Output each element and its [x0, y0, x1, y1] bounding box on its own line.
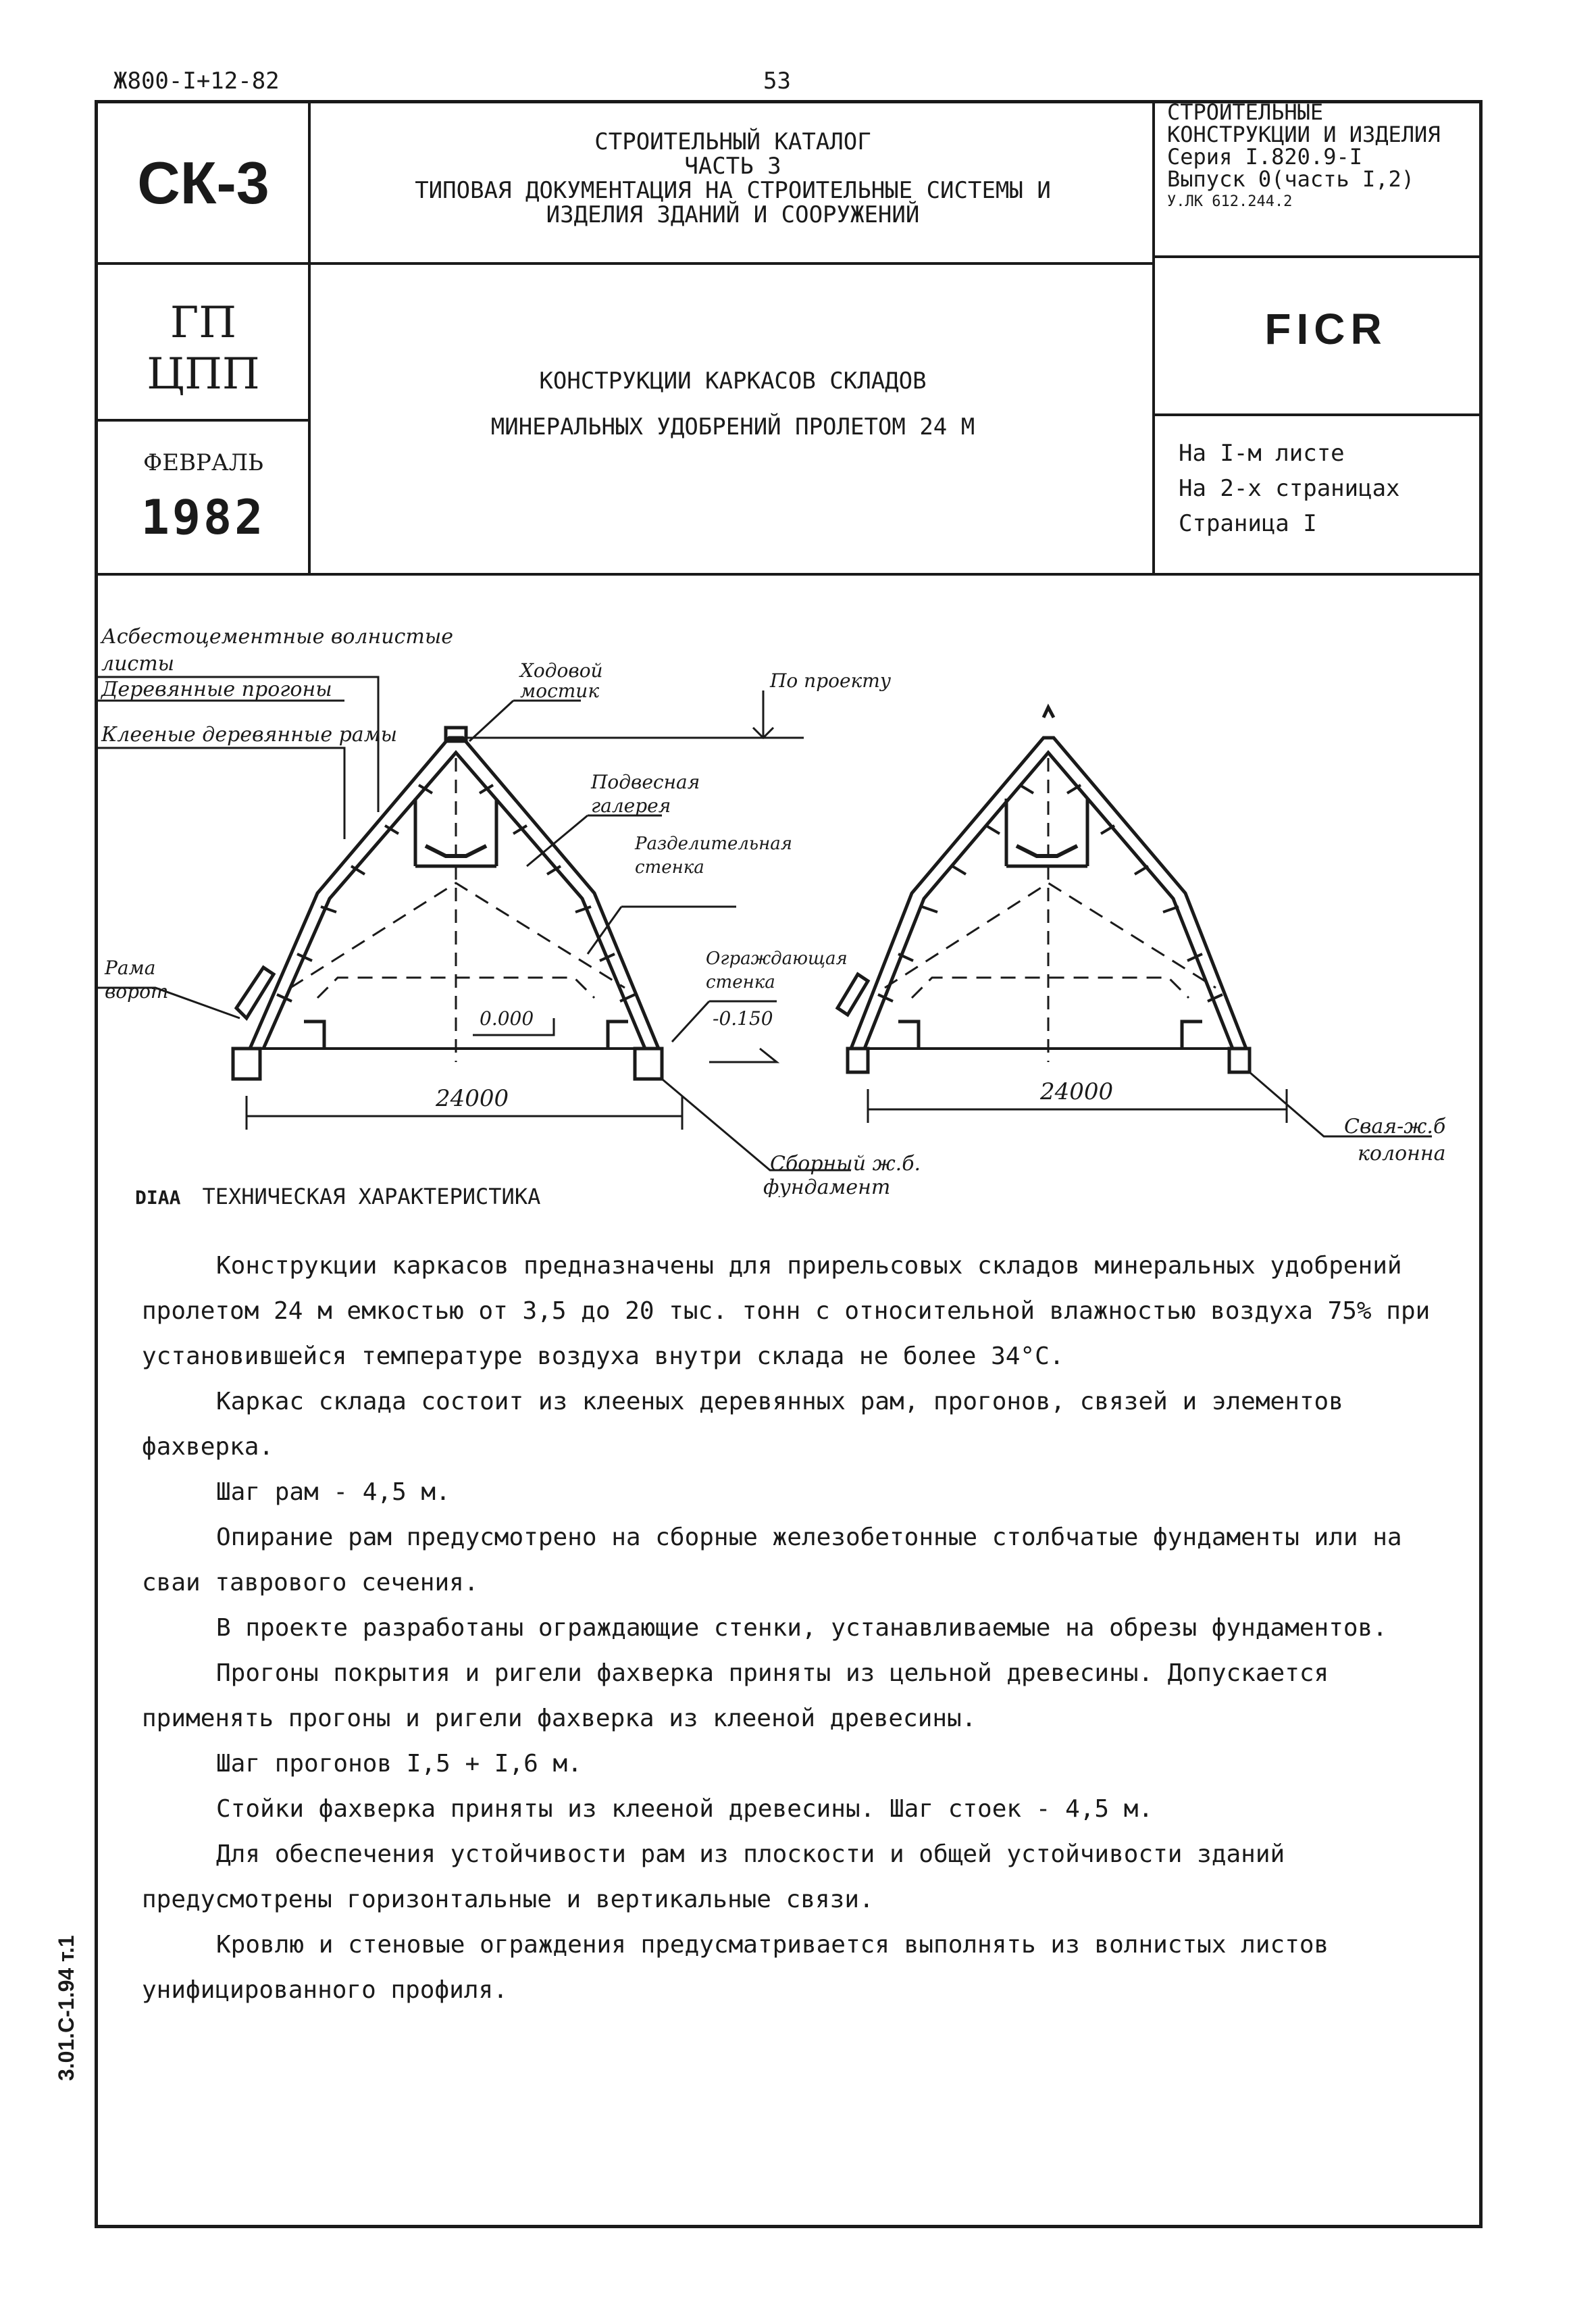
- label-gallery-1: Подвесная: [591, 771, 700, 793]
- tech-paragraph: Шаг прогонов I,5 + I,6 м.: [216, 1750, 582, 1778]
- series-line: КОНСТРУКЦИИ И ИЗДЕЛИЯ: [1167, 122, 1441, 147]
- label-walkway-1: Ходовой: [520, 659, 603, 682]
- label-gate-2: ворот: [105, 980, 169, 1003]
- divider: [1155, 255, 1483, 258]
- label-pile-2: колонна: [1358, 1142, 1446, 1165]
- label-pile-1: Свая-ж.б: [1344, 1115, 1446, 1138]
- catalog-line: ТИПОВАЯ ДОКУМЕНТАЦИЯ НА СТРОИТЕЛЬНЫЕ СИСТЕМЫ И: [415, 177, 1051, 204]
- series-block: [1167, 101, 1485, 213]
- label-purlins: Деревянные прогоны: [101, 678, 332, 701]
- left-divider-walls: [304, 1022, 628, 1049]
- label-asbestos: Асбестоцементные волнистые: [101, 625, 454, 649]
- sheet-info-line: На 2-х страницах: [1179, 475, 1400, 502]
- right-gallery-conveyor: [1016, 846, 1077, 856]
- right-gate-frame: [838, 974, 868, 1015]
- organization-label: [99, 297, 308, 400]
- label-span-left: 24000: [436, 1085, 509, 1112]
- catalog-line: ИЗДЕЛИЯ ЗДАНИЙ И СООРУЖЕНИЙ: [546, 201, 920, 228]
- tech-paragraph: Каркас склада состоит из клееных деревянных рам, прогонов, связей и элементов фахверка.: [142, 1388, 1343, 1461]
- divider: [95, 262, 1155, 265]
- sheet-info-line: На I-м листе: [1179, 440, 1345, 467]
- label-foundation-1: Сборный ж.б.: [770, 1152, 921, 1176]
- label-gate-1: Рама: [105, 957, 156, 979]
- right-divider-walls: [898, 1022, 1202, 1049]
- sheet-info: [1179, 436, 1400, 541]
- left-foundations: [233, 1049, 662, 1079]
- divider: [95, 419, 311, 422]
- label-divider-2: стенка: [635, 857, 704, 878]
- label-sheets: листы: [101, 652, 175, 676]
- catalog-title: [311, 130, 1155, 227]
- per-project-leader: [463, 690, 804, 738]
- issue-month: ФЕВРАЛЬ: [143, 449, 263, 476]
- classification-code: FICR: [1264, 305, 1387, 353]
- right-ridge: [1044, 707, 1054, 718]
- material-leaders: [95, 677, 378, 839]
- tech-paragraph: Кровлю и стеновые ограждения предусматривается выполнять из волнистых листов унифицированного профиля.: [142, 1931, 1329, 2004]
- series-line: У.ЛК 612.244.2: [1167, 193, 1293, 210]
- label-gallery-2: галерея: [591, 795, 671, 817]
- title-line: КОНСТРУКЦИИ КАРКАСОВ СКЛАДОВ: [539, 368, 927, 395]
- tech-paragraph: Шаг рам - 4,5 м.: [216, 1478, 451, 1506]
- label-divider-1: Разделительная: [635, 834, 792, 854]
- catalog-section-label: СК-3: [137, 149, 269, 216]
- label-per-project: По проекту: [770, 670, 892, 692]
- sheet-info-line: Страница I: [1179, 510, 1317, 537]
- tech-heading: [135, 1184, 540, 1209]
- warehouse-cross-section-drawing: [95, 576, 1483, 1197]
- label-walkway-2: мостик: [520, 680, 600, 702]
- label-level-neg: -0.150: [713, 1007, 773, 1030]
- tech-paragraph: Конструкции каркасов предназначены для прирельсовых складов минеральных удобрений пролетом 24 м емкостью от 3,5 до 20 тыс. тонн с относительной влажностью воздуха 75% при установившейся температуре воздуха внутри склада не более 34°С.: [142, 1252, 1431, 1370]
- divider: [1155, 413, 1483, 416]
- document-title: [311, 358, 1155, 450]
- side-stamp: 3.01.С-1.94 т.1: [54, 1935, 78, 2081]
- tech-paragraph: Прогоны покрытия и ригели фахверка приняты из цельной древесины. Допускается применять прогоны и ригели фахверка из клееной древесины.: [142, 1659, 1329, 1732]
- label-fence-2: стенка: [706, 972, 775, 992]
- tech-prefix: DIAA: [135, 1186, 181, 1209]
- left-pile-profile: [290, 883, 625, 988]
- tech-paragraph: Стойки фахверка приняты из клееной древесины. Шаг стоек - 4,5 м.: [216, 1795, 1154, 1823]
- tech-paragraph: В проекте разработаны ограждающие стенки, устанавливаемые на обрезы фундаментов.: [216, 1614, 1387, 1642]
- right-pile-profile: [885, 883, 1216, 988]
- right-pile-top: [912, 978, 1189, 998]
- label-span-right: 24000: [1040, 1078, 1114, 1105]
- level-leader: [709, 1049, 777, 1062]
- org-line: ЦПП: [147, 349, 260, 399]
- tech-heading-text: ТЕХНИЧЕСКАЯ ХАРАКТЕРИСТИКА: [202, 1184, 541, 1209]
- catalog-line: СТРОИТЕЛЬНЫЙ КАТАЛОГ: [594, 128, 871, 155]
- tech-paragraph: Для обеспечения устойчивости рам из плоскости и общей устойчивости зданий предусмотрены горизонтальные и вертикальные связи.: [142, 1840, 1285, 1913]
- tech-paragraph: Опирание рам предусмотрено на сборные железобетонные столбчатые фундаменты или на сваи таврового сечения.: [142, 1524, 1402, 1596]
- page-number: 53: [763, 68, 791, 95]
- tech-description: [142, 1243, 1466, 2013]
- label-frames: Клееные деревянные рамы: [101, 723, 398, 747]
- series-line: Серия I.820.9-I: [1167, 144, 1362, 170]
- issue-year: 1982: [140, 490, 266, 545]
- walkway-leader: [469, 701, 581, 741]
- label-level-zero: 0.000: [480, 1007, 534, 1030]
- document-code: Ж800-I+12-82: [113, 68, 280, 95]
- label-foundation-2: фундамент: [763, 1176, 891, 1197]
- series-line: СТРОИТЕЛЬНЫЕ: [1167, 99, 1324, 125]
- series-line: Выпуск 0(часть I,2): [1167, 166, 1415, 192]
- left-frame-inner: [263, 753, 645, 1049]
- org-line: ГП: [170, 298, 237, 348]
- title-line: МИНЕРАЛЬНЫХ УДОБРЕНИЙ ПРОЛЕТОМ 24 М: [490, 413, 975, 441]
- label-fence-1: Ограждающая: [706, 949, 848, 969]
- catalog-line: ЧАСТЬ 3: [684, 153, 781, 180]
